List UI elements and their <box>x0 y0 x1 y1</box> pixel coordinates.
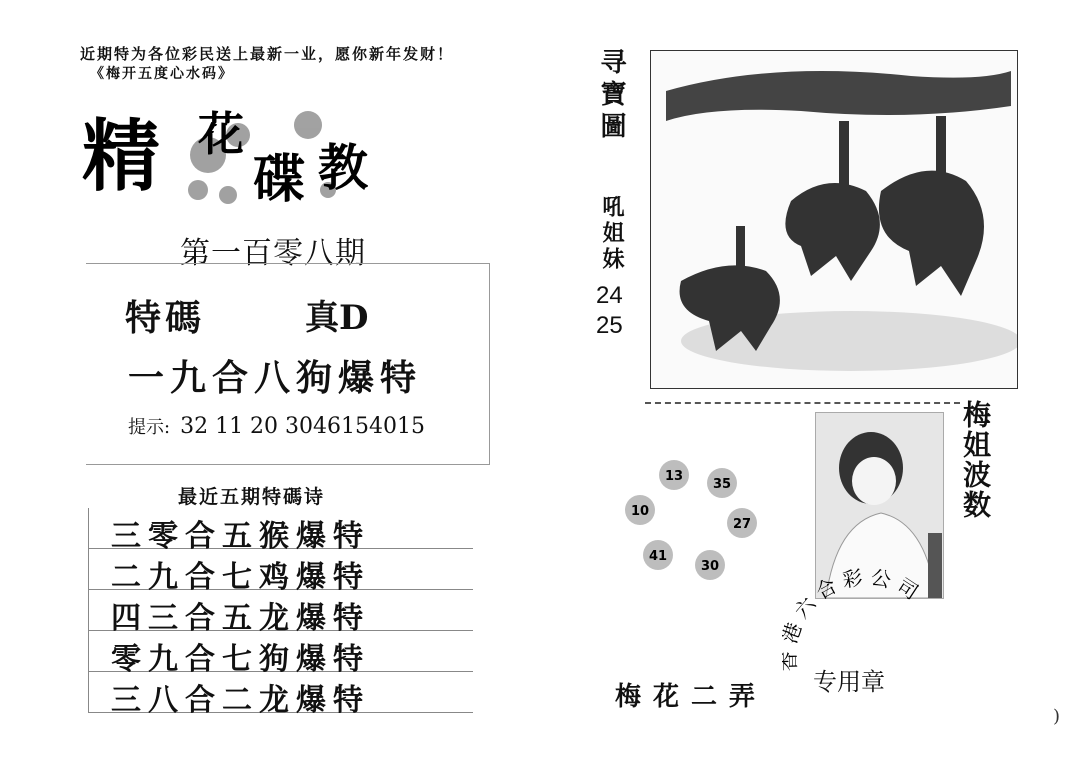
dashed-divider <box>645 402 960 404</box>
header-line-1: 近期特为各位彩民送上最新一业，愿你新年发财！ <box>80 45 455 63</box>
poem-row <box>88 590 473 636</box>
sisters-label: 吼姐妹 <box>599 195 625 273</box>
hint-numbers: 32 11 20 3046154015 <box>180 414 426 439</box>
poem-line: 二九合七鸡爆特 <box>111 560 370 595</box>
svg-text:香港六合彩公司 <box>782 566 928 672</box>
recent-poems-table <box>88 508 473 718</box>
meihua-label: 梅花二弄 <box>615 682 768 712</box>
poem-row <box>88 549 473 595</box>
hint-label: 提示: <box>128 417 171 438</box>
recent-poems-title: 最近五期特碼诗 <box>178 486 326 508</box>
header-line-2: 《梅开五度心水码》 <box>90 66 234 82</box>
ring-number: 13 <box>664 469 684 484</box>
seal-text: 六合彩公司 <box>789 566 928 624</box>
ring-number: 41 <box>648 549 668 564</box>
logo <box>78 95 408 215</box>
number-ring <box>622 455 762 595</box>
number-25: 25 <box>596 312 623 339</box>
ring-number: 10 <box>630 504 650 519</box>
tema-phrase: 一九合八狗爆特 <box>128 358 423 399</box>
poem-row <box>88 672 473 718</box>
poem-line: 四三合五龙爆特 <box>111 601 370 636</box>
svg-text:花: 花 <box>198 107 244 161</box>
ring-number: 27 <box>732 517 752 532</box>
poem-line: 三零合五猴爆特 <box>111 519 370 554</box>
poem-line: 零九合七狗爆特 <box>111 642 370 677</box>
treasure-map-title: 寻寶圖 <box>596 48 626 144</box>
issue-number: 第一百零八期 <box>180 236 366 271</box>
svg-text:碟: 碟 <box>253 149 306 210</box>
logo-graphic <box>78 95 408 215</box>
tema-value: 真D <box>305 298 369 338</box>
corner-mark: ) <box>1053 706 1061 727</box>
number-24: 24 <box>596 282 623 309</box>
horsemen-painting <box>650 50 1018 389</box>
meijie-wave-label: 梅姐波数 <box>959 400 992 520</box>
poem-row <box>88 631 473 677</box>
seal-label: 专用章 <box>813 668 885 696</box>
tema-label: 特碼 <box>125 297 206 339</box>
ring-number: 35 <box>712 477 732 492</box>
number-ring-graphic <box>622 455 762 595</box>
hint <box>128 413 425 439</box>
svg-text:精: 精 <box>82 111 161 202</box>
poem-row <box>88 508 473 554</box>
svg-text:教: 教 <box>318 138 368 197</box>
ring-number: 30 <box>700 559 720 574</box>
horsemen-illustration <box>651 51 1017 388</box>
poem-line: 三八合二龙爆特 <box>111 683 370 718</box>
